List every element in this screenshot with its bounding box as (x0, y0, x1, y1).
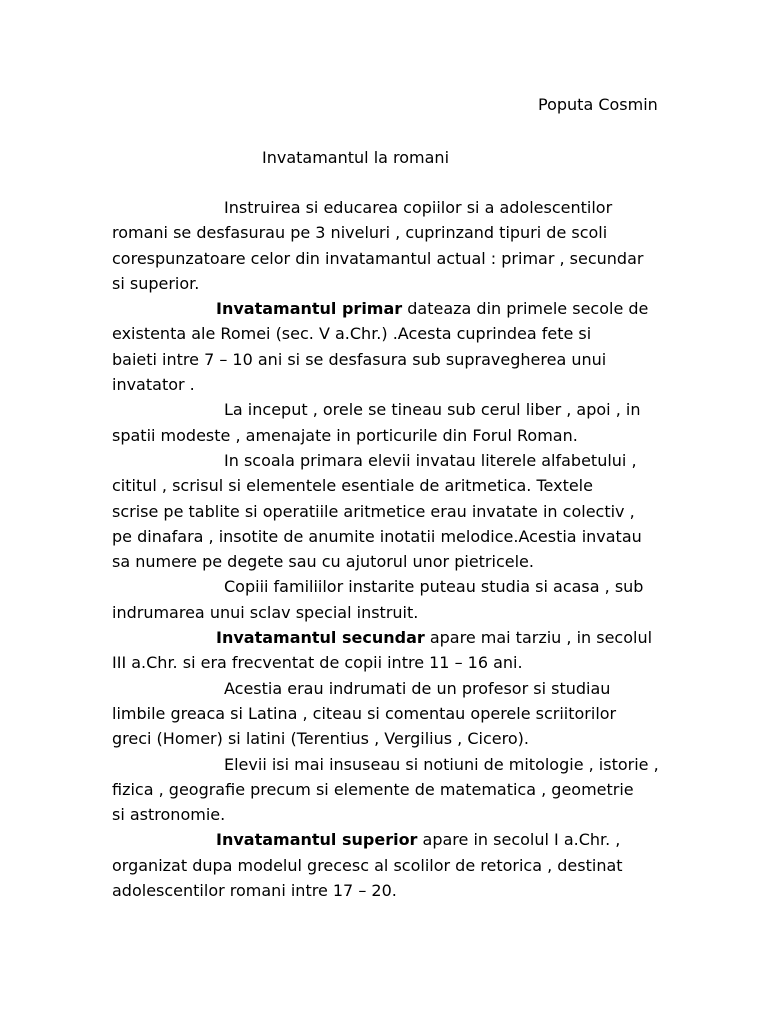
text-line (112, 372, 672, 397)
document-title: Invatamantul la romani (262, 148, 450, 167)
text-line (112, 650, 672, 675)
line-text: organizat dupa modelul grecesc al scolilor de retorica , destinat (112, 855, 623, 875)
line-text: invatator . (112, 375, 195, 395)
line-text: limbile greaca si Latina , citeau si comentau operele scriitorilor (112, 703, 617, 723)
line-text: Acestia erau indrumati de un profesor si studiau (224, 678, 611, 698)
line-text: Elevii isi mai insuseau si notiuni de mitologie , istorie , (224, 754, 659, 774)
document-body (112, 195, 672, 903)
section-heading: Invatamantul primar (216, 299, 403, 319)
line-text: La inceput , orele se tineau sub cerul liber , apoi , in (224, 400, 641, 420)
text-line (112, 676, 672, 701)
line-text: existenta ale Romei (sec. V a.Chr.) .Acesta cuprindea fete si (112, 324, 592, 344)
text-line (112, 549, 672, 574)
text-line (112, 423, 672, 448)
text-line (112, 878, 672, 903)
text-line (112, 625, 672, 650)
text-line (112, 726, 672, 751)
section-heading: Invatamantul secundar (216, 628, 425, 648)
line-text: baieti intre 7 – 10 ani si se desfasura sub supravegherea unui (112, 349, 607, 369)
text-line (112, 347, 672, 372)
text-line (112, 574, 672, 599)
line-text: cititul , scrisul si elementele esentiale de aritmetica. Textele (112, 476, 593, 496)
text-line (112, 499, 672, 524)
text-line (112, 448, 672, 473)
line-text: adolescentilor romani intre 17 – 20. (112, 881, 397, 901)
line-text: Copiii familiilor instarite puteau studia si acasa , sub (224, 577, 644, 597)
line-text: pe dinafara , insotite de anumite inotatii melodice.Acestia invatau (112, 526, 642, 546)
text-line (112, 524, 672, 549)
line-text: Instruirea si educarea copiilor si a adolescentilor (224, 198, 613, 217)
line-text: In scoala primara elevii invatau literele alfabetului , (224, 450, 637, 470)
line-text: dateaza din primele secole de (402, 299, 649, 319)
line-text: sa numere pe degete sau cu ajutorul unor pietricele. (112, 552, 534, 572)
line-text: si superior. (112, 273, 200, 293)
line-text: romani se desfasurau pe 3 niveluri , cuprinzand tipuri de scoli (112, 223, 608, 243)
text-line (112, 246, 672, 271)
text-line (112, 777, 672, 802)
line-text: spatii modeste , amenajate in porticurile din Forul Roman. (112, 425, 578, 445)
text-line (112, 321, 672, 346)
text-line (112, 296, 672, 321)
text-line (112, 397, 672, 422)
text-line (112, 473, 672, 498)
line-text: III a.Chr. si era frecventat de copii intre 11 – 16 ani. (112, 653, 523, 673)
text-line (112, 195, 672, 220)
line-text: greci (Homer) si latini (Terentius , Vergilius , Cicero). (112, 729, 529, 749)
text-line (112, 853, 672, 878)
line-text: scrise pe tablite si operatiile aritmetice erau invatate in colectiv , (112, 501, 635, 521)
text-line (112, 271, 672, 296)
line-text: apare in secolul I a.Chr. , (417, 830, 621, 850)
text-line (112, 802, 672, 827)
text-line (112, 600, 672, 625)
text-line (112, 220, 672, 245)
section-heading: Invatamantul superior (216, 830, 418, 850)
line-text: si astronomie. (112, 805, 226, 825)
text-line (112, 752, 672, 777)
text-line (112, 827, 672, 852)
line-text: fizica , geografie precum si elemente de matematica , geometrie (112, 779, 634, 799)
author-name: Poputa Cosmin (538, 95, 658, 114)
line-text: indrumarea unui sclav special instruit. (112, 602, 419, 622)
line-text: apare mai tarziu , in secolul (424, 628, 653, 648)
text-line (112, 701, 672, 726)
line-text: corespunzatoare celor din invatamantul actual : primar , secundar (112, 248, 644, 268)
